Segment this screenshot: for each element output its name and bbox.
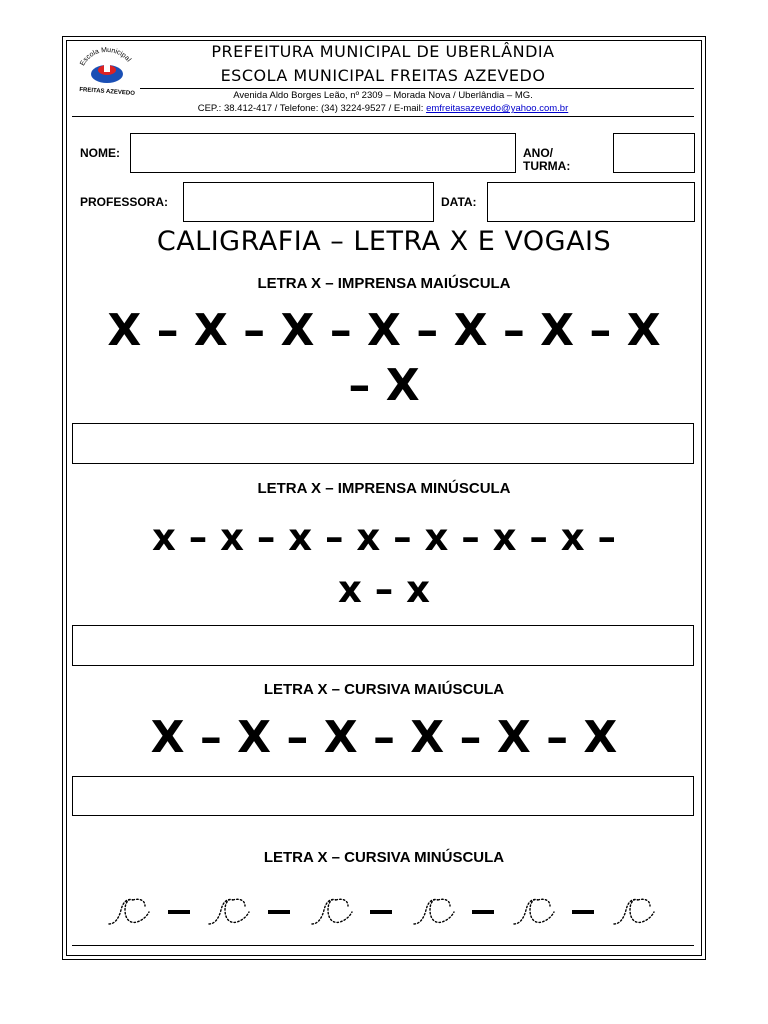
section-title-lowercase-cursive: LETRA X – CURSIVA MINÚSCULA [263,849,505,866]
header-school: ESCOLA MUNICIPAL FREITAS AZEVEDO [220,66,546,85]
practice-line-uppercase-print-b: – X [348,360,420,411]
cursive-dash-4 [472,910,494,914]
header-bottom-divider [72,116,694,117]
dotted-cursive-x-1 [109,899,149,924]
logo-text-top: Escola Municipal [79,46,132,68]
answer-box-uppercase-cursive[interactable] [72,776,694,816]
header-divider [140,88,694,89]
practice-line-lowercase-print-a: x – x – x – x – x – x – x – [151,516,617,559]
page-border-inner [66,40,702,956]
ano-label: ANO/ [523,146,553,160]
section-title-uppercase-cursive: LETRA X – CURSIVA MAIÚSCULA [263,681,505,698]
header-address: Avenida Aldo Borges Leão, nº 2309 – Morada Nova / Uberlândia – MG. [233,90,533,101]
turma-label: TURMA: [523,159,571,173]
dotted-cursive-x-6 [614,899,654,924]
answer-box-uppercase-print[interactable] [72,423,694,464]
writing-baseline[interactable] [72,945,694,946]
section-title-lowercase-print: LETRA X – IMPRENSA MINÚSCULA [257,480,511,497]
answer-box-lowercase-print[interactable] [72,625,694,666]
professora-field[interactable] [183,182,434,222]
nome-label: NOME: [80,146,120,160]
ano-turma-field[interactable] [613,133,695,173]
section-title-uppercase-print: LETRA X – IMPRENSA MAIÚSCULA [257,275,511,292]
dotted-cursive-x-5 [514,899,554,924]
cursive-dash-3 [370,910,392,914]
cursive-dash-2 [268,910,290,914]
dotted-cursive-x-3 [312,899,352,924]
data-label: DATA: [441,195,477,209]
data-field[interactable] [487,182,695,222]
nome-field[interactable] [130,133,516,173]
header-cep-phone: CEP.: 38.412-417 / Telefone: (34) 3224-9527 / E-mail: [197,103,427,114]
logo-text-bottom: FREITAS AZEVEDO [79,87,136,97]
header-contact [140,103,626,114]
practice-line-uppercase-cursive: X – X – X – X – X – X [150,712,618,763]
cursive-dash-1 [168,910,190,914]
dotted-cursive-x-2 [209,899,249,924]
professora-label: PROFESSORA: [80,195,169,209]
school-logo [74,44,140,100]
page-title: CALIGRAFIA – LETRA X E VOGAIS [156,226,612,257]
practice-line-lowercase-print-b: x – x [338,568,430,611]
dotted-cursive-x-row [100,890,670,930]
header-municipality: PREFEITURA MUNICIPAL DE UBERLÂNDIA [211,42,555,61]
practice-line-uppercase-print-a: X – X – X – X – X – X – X [107,305,661,356]
cursive-dash-5 [572,910,594,914]
email-link[interactable]: emfreitasazevedo@yahoo.com.br [426,103,569,114]
dotted-cursive-x-4 [414,899,454,924]
